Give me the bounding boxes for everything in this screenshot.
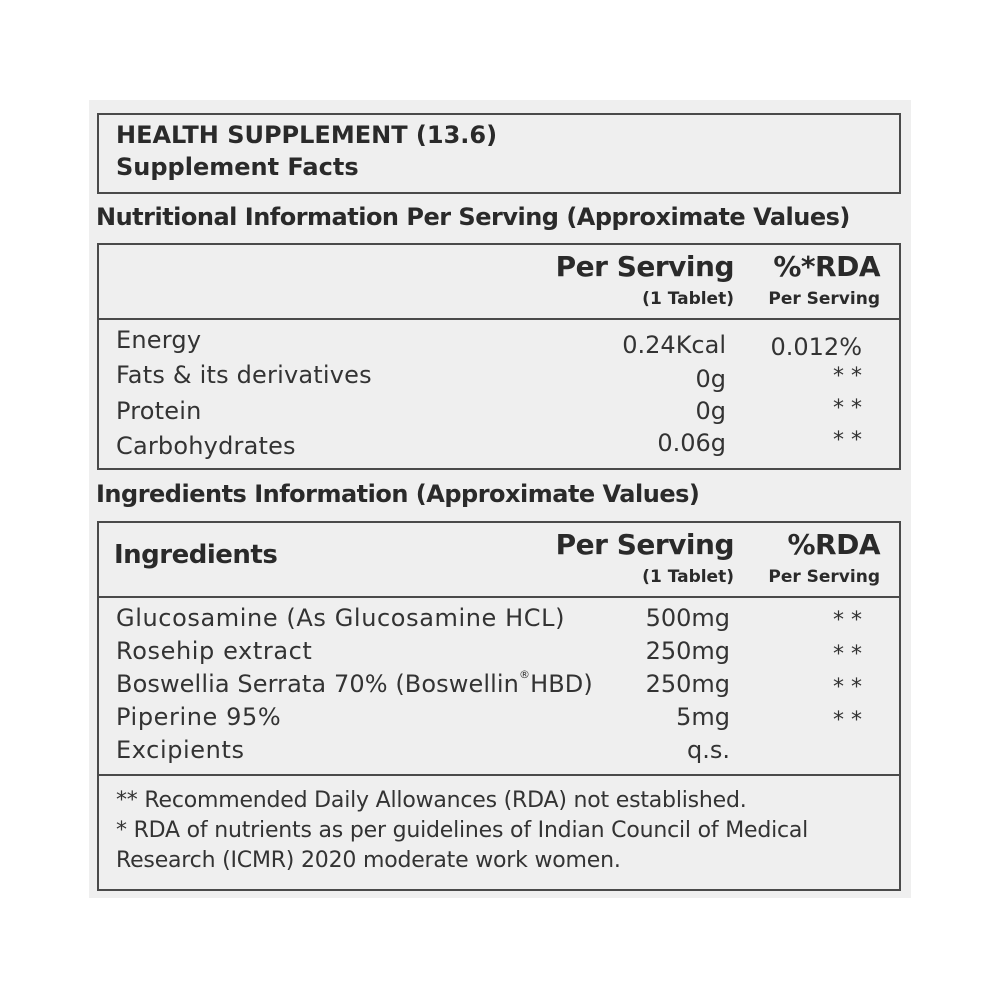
nutrition-row-rda: * * [833,396,862,421]
ingredient-row-value: 5mg [676,703,730,731]
note-icmr-line1: * RDA of nutrients as per guidelines of Indian Council of Medical [116,818,809,843]
nutrition-section-title: Nutritional Information Per Serving (Approximate Values) [96,203,850,231]
ingredient-row-value: q.s. [687,736,730,764]
nutrition-col-rda: %*RDA [773,250,880,283]
ingredients-col-rda-sub: Per Serving [768,567,880,587]
ingredients-section-title: Ingredients Information (Approximate Values) [96,480,700,508]
nutrition-row-rda: 0.012% [770,333,862,361]
nutrition-row-rda: * * [833,364,862,389]
nutrition-col-per-serving: Per Serving [555,250,734,283]
nutrition-row-value: 0g [695,365,726,393]
header-subtitle: Supplement Facts [116,153,359,181]
ingredient-row-label-main: Boswellia Serrata 70% (Boswellin [116,670,519,698]
note-rda-not-established: ** Recommended Daily Allowances (RDA) not established. [116,788,747,813]
notes-divider [97,774,901,776]
nutrition-row-value: 0.06g [657,429,726,457]
ingredient-row-label: Glucosamine (As Glucosamine HCL) [116,604,566,632]
nutrition-row-value: 0g [695,397,726,425]
nutrition-col-rda-sub: Per Serving [768,289,880,309]
registered-mark: ® [518,668,531,681]
nutrition-col-per-serving-sub: (1 Tablet) [642,289,734,309]
nutrition-row-label: Protein [116,397,202,425]
ingredient-row-value: 500mg [645,604,730,632]
ingredient-row-rda: * * [833,675,862,700]
ingredient-row-label-suffix: HBD) [530,670,593,698]
nutrition-row-label: Carbohydrates [116,432,296,460]
nutrition-row-rda: * * [833,428,862,453]
ingredients-header-divider [97,596,901,598]
ingredient-row-rda: * * [833,608,862,633]
ingredients-col-per-serving-sub: (1 Tablet) [642,567,734,587]
ingredient-row-rda: * * [833,642,862,667]
ingredients-col-per-serving: Per Serving [555,528,734,561]
header-title: HEALTH SUPPLEMENT (13.6) [116,121,498,149]
ingredients-col-rda: %RDA [787,528,880,561]
nutrition-row-label: Energy [116,326,202,354]
ingredient-row-label: Excipients [116,736,245,764]
ingredients-col-name: Ingredients [114,540,278,570]
ingredient-row-label: Rosehip extract [116,637,313,665]
ingredient-row-value: 250mg [645,637,730,665]
ingredient-row-label [116,670,593,698]
nutrition-header-divider [97,318,901,320]
ingredient-row-rda: * * [833,708,862,733]
ingredient-row-value: 250mg [645,670,730,698]
note-icmr-line2: Research (ICMR) 2020 moderate work women. [116,848,621,873]
ingredient-row-label: Piperine 95% [116,703,282,731]
nutrition-row-label: Fats & its derivatives [116,361,372,389]
nutrition-row-value: 0.24Kcal [622,331,726,359]
